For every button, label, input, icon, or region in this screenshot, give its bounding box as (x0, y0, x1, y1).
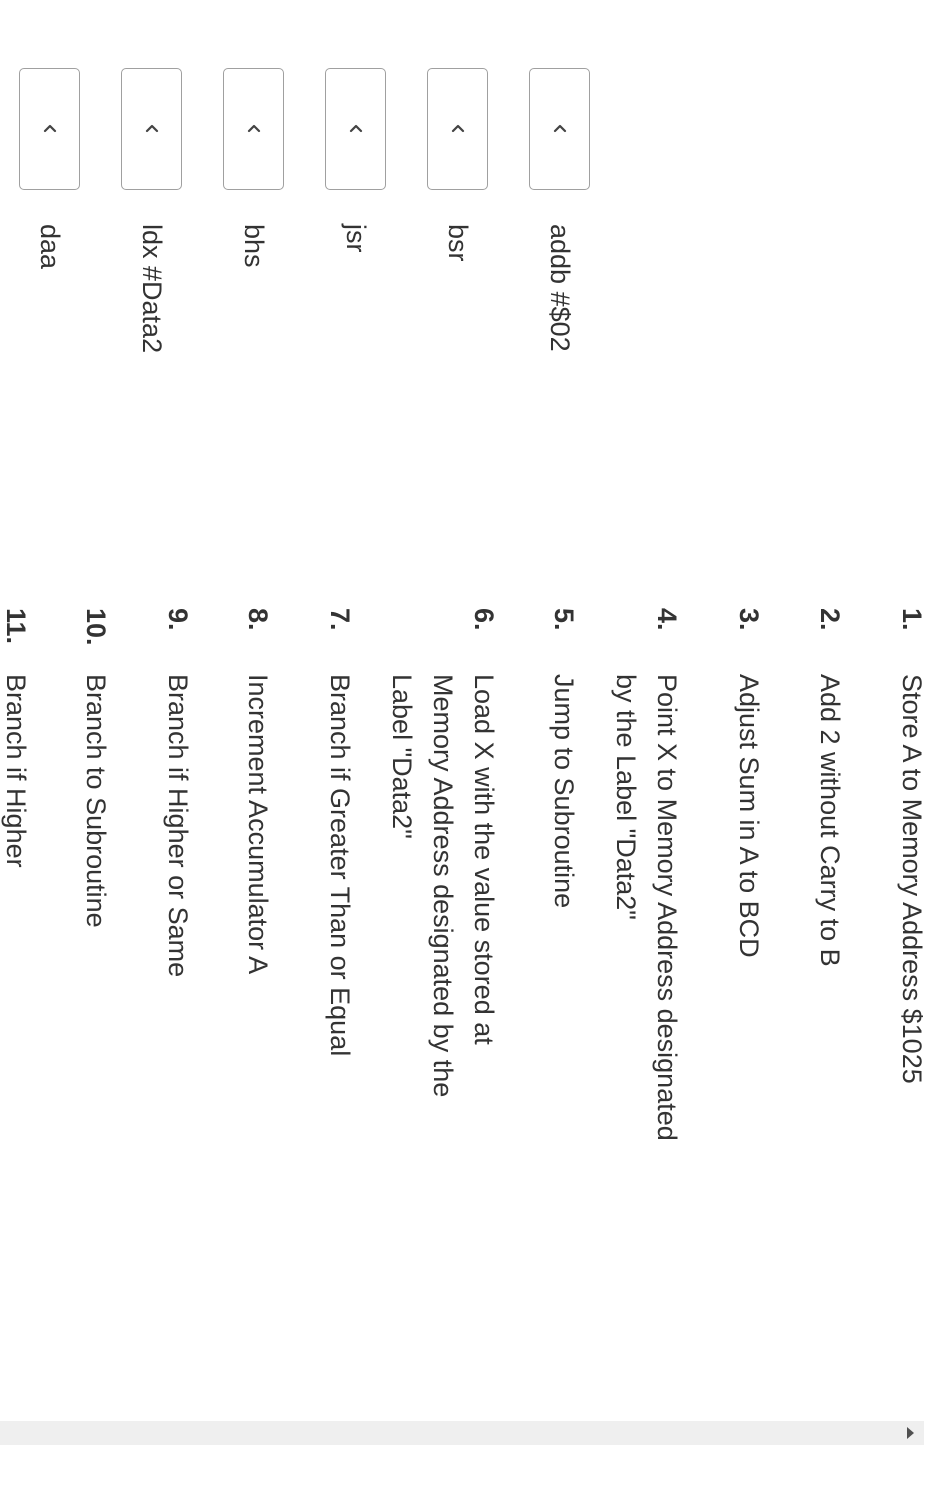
item-text: Branch if Greater Than or Equal (325, 674, 355, 1057)
match-row (426, 68, 490, 262)
list-item (728, 608, 769, 1168)
item-number: 8. (243, 608, 273, 631)
item-number: 11. (1, 608, 31, 645)
item-text: Store A to Memory Address $1025 (897, 674, 927, 1084)
list-item (0, 608, 36, 1168)
chevron-left-icon (552, 121, 568, 137)
item-text: Jump to Subroutine (549, 674, 579, 909)
item-number: 9. (163, 608, 193, 631)
chevron-left-icon (348, 121, 364, 137)
match-row (222, 68, 286, 268)
item-number: 4. (652, 608, 682, 631)
item-text: Adjust Sum in A to BCD (734, 674, 764, 958)
match-row (120, 68, 184, 353)
match-row (18, 68, 82, 269)
item-text: Branch if Higher (1, 674, 31, 868)
answer-select[interactable] (326, 68, 387, 190)
item-number: 10. (81, 608, 111, 646)
answer-choice-text: ldx #Data2 (137, 224, 168, 354)
chevron-left-icon (450, 121, 466, 137)
answer-choice-text: jsr (341, 224, 372, 253)
match-row (324, 68, 388, 253)
item-number: 2. (815, 608, 845, 631)
item-number: 1. (897, 608, 927, 631)
item-text: Add 2 without Carry to B (815, 674, 845, 967)
list-item (543, 608, 584, 1168)
item-text: Load X with the value stored at Memory Address designated by the Label "Data2" (387, 674, 499, 1098)
list-item (605, 608, 687, 1168)
chevron-left-icon (42, 121, 58, 137)
answer-select[interactable] (428, 68, 489, 190)
list-item (891, 608, 932, 1168)
list-item (157, 608, 198, 1168)
item-number: 7. (325, 608, 355, 631)
item-number: 5. (549, 608, 579, 631)
answer-choice-text: bsr (443, 224, 474, 262)
answer-select[interactable] (20, 68, 81, 190)
item-text: Branch to Subroutine (81, 674, 111, 928)
horizontal-scrollbar[interactable] (0, 1421, 924, 1445)
list-item (319, 608, 360, 1168)
answer-choice-text: daa (35, 224, 66, 270)
chevron-left-icon (144, 121, 160, 137)
item-number: 6. (469, 608, 499, 631)
item-text: Increment Accumulator A (243, 674, 273, 975)
item-text: Point X to Memory Address designated by the Label "Data2" (611, 674, 682, 1141)
answer-choice-text: bhs (239, 224, 270, 268)
answer-select[interactable] (122, 68, 183, 190)
item-text: Branch if Higher or Same (163, 674, 193, 978)
item-number: 3. (734, 608, 764, 631)
list-item (75, 608, 116, 1168)
chevron-left-icon (246, 121, 262, 137)
triangle-right-icon[interactable] (907, 1427, 914, 1439)
answer-select[interactable] (530, 68, 591, 190)
answer-select[interactable] (224, 68, 285, 190)
list-item (381, 608, 504, 1168)
list-item (237, 608, 278, 1168)
match-row (528, 68, 592, 352)
list-item (809, 608, 850, 1168)
answer-choice-text: addb #$02 (545, 224, 576, 352)
